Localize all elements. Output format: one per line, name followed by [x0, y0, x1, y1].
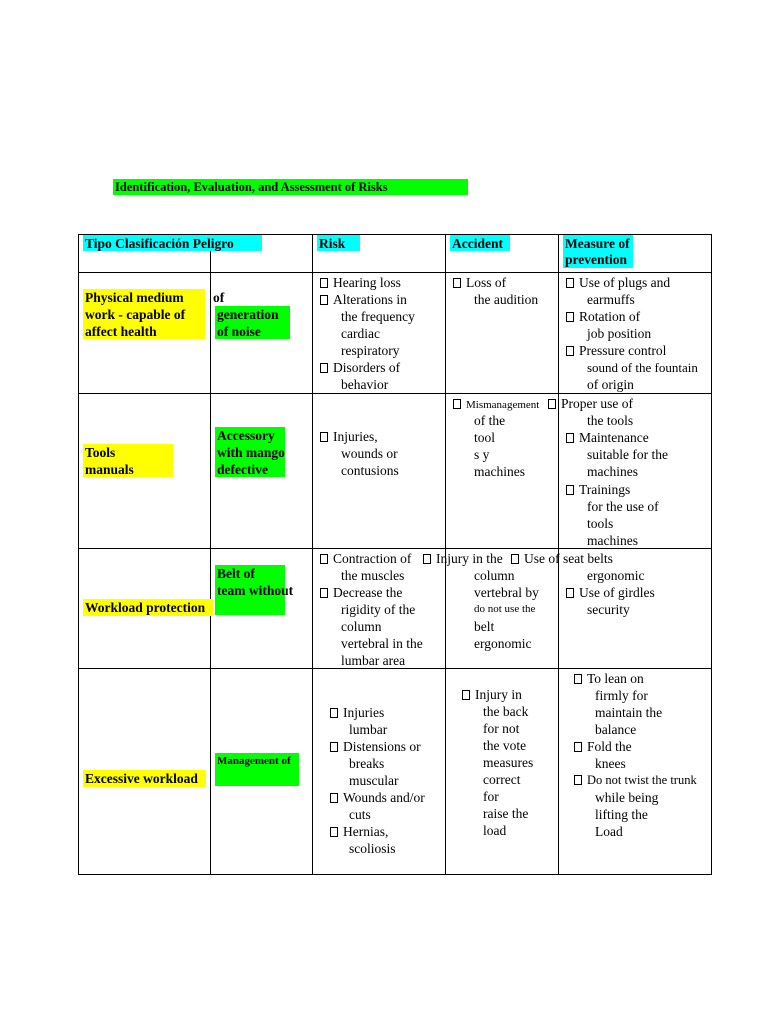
row4-risk-item: Hernias, — [330, 823, 388, 840]
row3-risk-cont: rigidity of the — [341, 602, 416, 617]
row3-accident-cont: vertebral by — [474, 585, 539, 600]
row2-risk-cont: contusions — [341, 463, 399, 478]
row4-risk-cont: breaks — [349, 756, 385, 771]
row2-measure-cont: for the use of — [587, 499, 659, 514]
row3-risk-cont: vertebral in the — [341, 636, 423, 651]
row3-accident-cont: ergonomic — [474, 636, 532, 651]
header-measure-line2: prevention — [565, 252, 628, 267]
row3-risk-item: Contraction of — [320, 550, 411, 567]
row3-risk-cont: the muscles — [341, 568, 405, 583]
row4-measure-cont: lifting the — [595, 807, 648, 822]
row2-measure-cont: machines — [587, 464, 638, 479]
checkbox-icon — [320, 432, 328, 442]
row1-risk-item: Hearing loss — [320, 274, 401, 291]
row3-peligro-line2: team without — [217, 583, 294, 598]
row2-measure-cont: tools — [587, 516, 614, 531]
row1-risk-cont: respiratory — [341, 343, 400, 358]
row4-accident-cont: measures — [483, 755, 534, 770]
header-tipo: Tipo Clasificación Peligro — [85, 236, 234, 251]
row1-measure-item: Pressure control — [566, 342, 666, 359]
row3-measure-item: Use of seat belts — [511, 550, 613, 567]
row2-peligro-line3: defective — [217, 462, 268, 477]
header-measure-line1: Measure of — [565, 236, 630, 251]
row2-measure-item: Proper use of — [548, 395, 633, 412]
checkbox-icon — [566, 485, 574, 495]
row2-risk-item: Injuries, — [320, 428, 378, 445]
header-accident: Accident — [452, 236, 503, 251]
row2-measure-cont: machines — [587, 533, 638, 548]
checkbox-icon — [548, 399, 556, 409]
row3-accident-cont: belt — [474, 619, 495, 634]
row1-risk-item: Alterations in — [320, 291, 407, 308]
row3-risk-cont: lumbar area — [341, 653, 406, 668]
row4-risk-cont: muscular — [349, 773, 399, 788]
row3-accident-cont: column — [474, 568, 515, 583]
checkbox-icon — [566, 433, 574, 443]
row1-risk-cont: behavior — [341, 377, 389, 392]
row4-measure-item: To lean on — [574, 670, 644, 687]
row4-accident-cont: the vote — [483, 738, 527, 753]
row4-measure-cont: maintain the — [595, 705, 663, 720]
row4-risk-cont: cuts — [349, 807, 371, 822]
checkbox-icon — [462, 690, 470, 700]
row2-risk-cont: wounds or — [341, 446, 398, 461]
row3-tipo: Workload protection — [85, 600, 206, 615]
row4-measure-cont: Load — [595, 824, 623, 839]
row3-measure-item: Use of girdles — [566, 584, 655, 601]
row1-risk-cont: cardiac — [341, 326, 380, 341]
checkbox-icon — [320, 363, 328, 373]
row4-accident-cont: for — [483, 789, 499, 804]
row1-measure-item: Use of plugs and — [566, 274, 670, 291]
checkbox-icon — [330, 708, 338, 718]
checkbox-icon — [320, 554, 328, 564]
row2-measure-cont: suitable for the — [587, 447, 668, 462]
row4-risk-item: Distensions or — [330, 738, 421, 755]
row3-measure-cont: ergonomic — [587, 568, 645, 583]
row1-risk-item: Disorders of — [320, 359, 400, 376]
row4-measure-cont: while being — [595, 790, 659, 805]
row2-peligro-line2: with mango — [217, 445, 285, 460]
row4-risk-item: Wounds and/or — [330, 789, 425, 806]
row3-risk-cont: column — [341, 619, 382, 634]
row4-risk-cont: lumbar — [349, 722, 388, 737]
checkbox-icon — [566, 312, 574, 322]
checkbox-icon — [574, 775, 582, 785]
row4-measure-cont: knees — [595, 756, 626, 771]
checkbox-icon — [574, 674, 582, 684]
row4-accident-cont: correct — [483, 772, 521, 787]
checkbox-icon — [320, 588, 328, 598]
row4-measure-cont: balance — [595, 722, 637, 737]
row2-accident-cont: machines — [474, 464, 525, 479]
row4-risk-cont: scoliosis — [349, 841, 396, 856]
header-risk: Risk — [319, 236, 346, 251]
row3-risk-item: Decrease the — [320, 584, 402, 601]
document-title: Identification, Evaluation, and Assessment of Risks — [113, 179, 468, 195]
row2-accident-item: Mismanagement — [453, 395, 539, 414]
checkbox-icon — [320, 278, 328, 288]
checkbox-icon — [566, 346, 574, 356]
row3-accident-cont: do not use the — [474, 603, 536, 615]
checkbox-icon — [330, 793, 338, 803]
checkbox-icon — [511, 554, 519, 564]
risk-table — [78, 234, 712, 875]
row1-measure-cont: earmuffs — [587, 292, 635, 307]
row1-tipo-line1: Physical medium — [85, 290, 184, 305]
row3-measure-cont: security — [587, 602, 630, 617]
row1-measure-item: Rotation of — [566, 308, 640, 325]
row2-measure-cont: the tools — [587, 413, 634, 428]
row4-measure-item: Fold the — [574, 738, 632, 755]
row1-measure-cont: job position — [587, 326, 652, 341]
row2-peligro-line1: Accessory — [217, 428, 275, 443]
row1-accident-cont: the audition — [474, 292, 539, 307]
row3-accident-item: Injury in the — [423, 550, 503, 567]
row2-tipo-line2: manuals — [85, 462, 134, 477]
row1-measure-cont: of origin — [587, 377, 634, 392]
checkbox-icon — [566, 588, 574, 598]
checkbox-icon — [320, 295, 328, 305]
checkbox-icon — [574, 742, 582, 752]
row1-risk-cont: the frequency — [341, 309, 415, 324]
row4-accident-cont: raise the — [483, 806, 529, 821]
checkbox-icon — [330, 827, 338, 837]
row2-measure-item: Trainings — [566, 481, 630, 498]
row4-risk-item: Injuries — [330, 704, 384, 721]
row1-tipo-extra: of — [213, 290, 225, 305]
checkbox-icon — [330, 742, 338, 752]
row1-accident-item: Loss of — [453, 274, 506, 291]
row4-measure-cont: firmly for — [595, 688, 648, 703]
checkbox-icon — [566, 278, 574, 288]
row4-accident-cont: the back — [483, 704, 529, 719]
row1-peligro-line1: generation — [217, 307, 279, 322]
row4-accident-cont: load — [483, 823, 507, 838]
row4-tipo: Excessive workload — [85, 771, 198, 786]
row2-tipo-line1: Tools — [85, 445, 116, 460]
row4-measure-item: Do not twist the trunk — [574, 772, 697, 789]
checkbox-icon — [453, 399, 461, 409]
row2-measure-item: Maintenance — [566, 429, 649, 446]
row4-peligro: Management of — [217, 755, 291, 767]
row2-accident-cont: s y — [474, 447, 490, 462]
row1-peligro-line2: of noise — [217, 324, 261, 339]
row1-tipo-line3: affect health — [85, 324, 157, 339]
checkbox-icon — [453, 278, 461, 288]
row4-accident-item: Injury in — [462, 686, 522, 703]
row3-peligro-line1: Belt of — [217, 566, 255, 581]
row2-accident-cont: tool — [474, 430, 496, 445]
row4-accident-cont: for not — [483, 721, 520, 736]
row2-accident-cont: of the — [474, 413, 506, 428]
row1-tipo-line2: work - capable of — [85, 307, 186, 322]
row1-measure-cont: sound of the fountain — [587, 360, 698, 375]
checkbox-icon — [423, 554, 431, 564]
